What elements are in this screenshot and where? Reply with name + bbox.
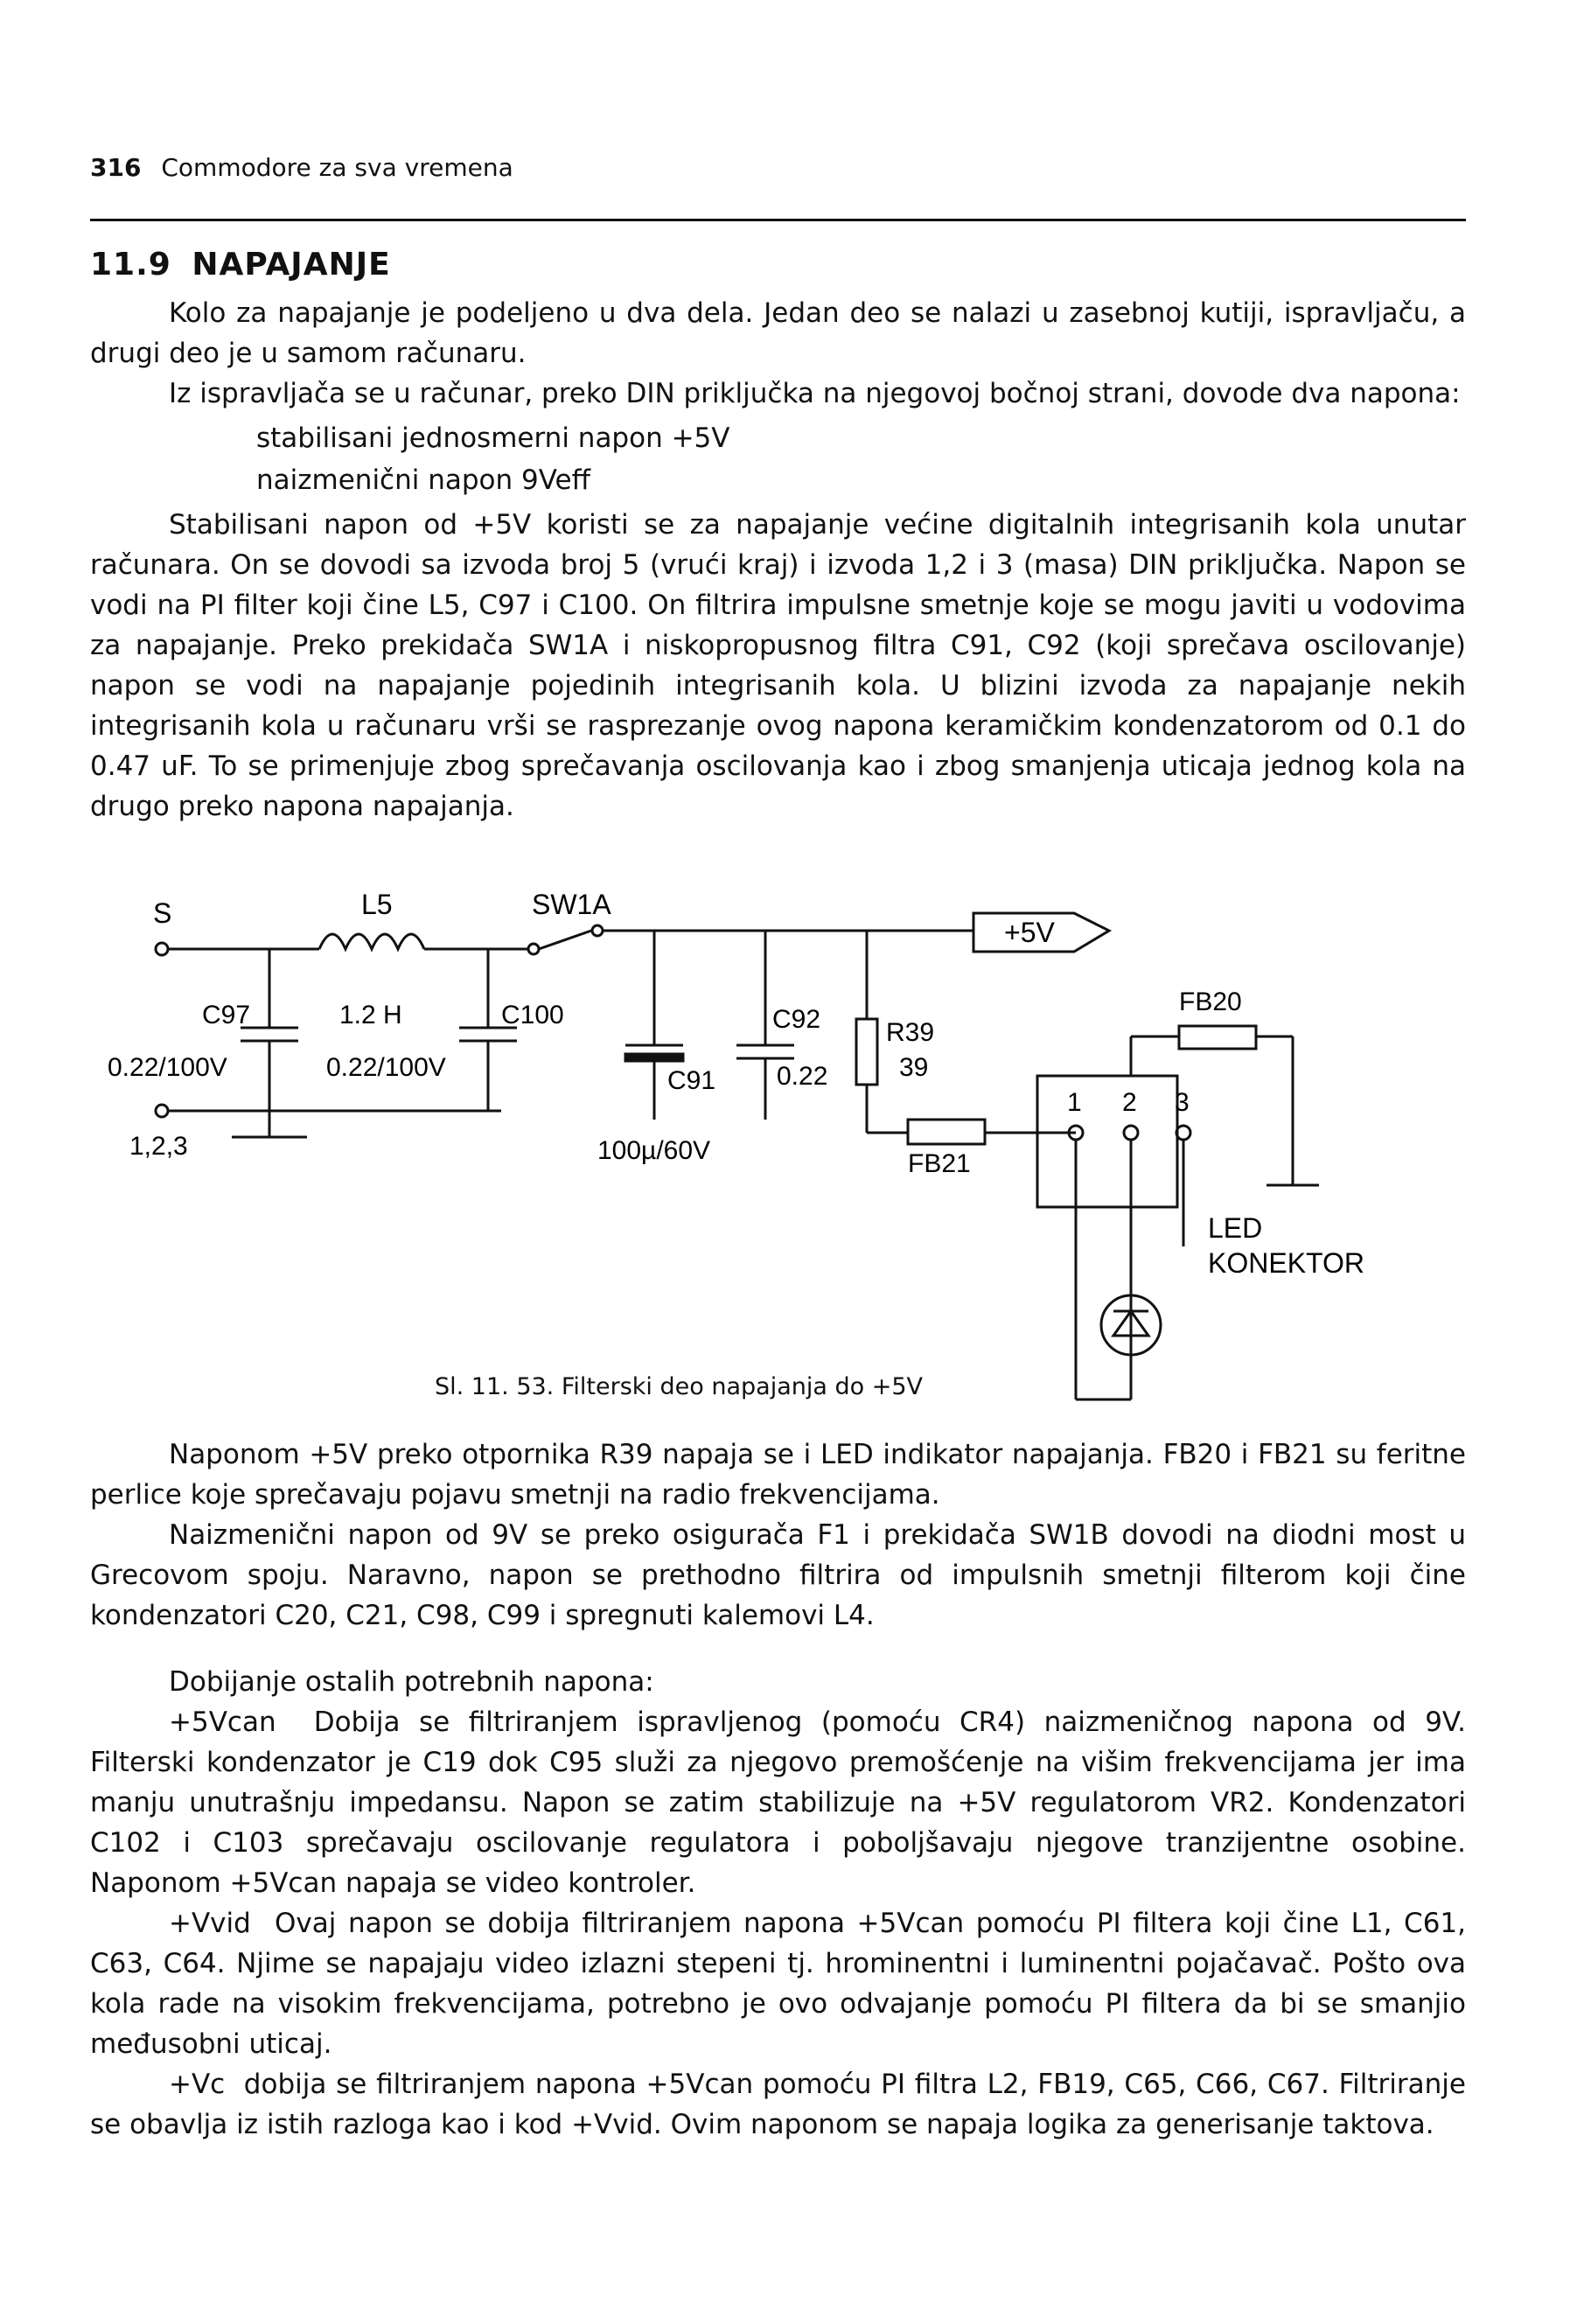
intro-text [90, 293, 1466, 827]
page-header [90, 153, 513, 182]
label-pin3: 3 [1175, 1088, 1190, 1117]
term-5vcan: +5Vcan [169, 1706, 276, 1738]
figure-caption: Sl. 11. 53. Filterski deo napajanja do +5V [435, 1373, 923, 1400]
label-fb21: FB21 [908, 1149, 971, 1178]
after-paragraph-2: Naizmenični napon od 9V se preko osigurača F1 i prekidača SW1B dovodi na diodni most u Grecovom spoju. Naravno, napon se prethodno filtrira od impulsnih smetnji filterom koji čine kondenzatori C20, C21, C98, C99 i spregnuti kalemovi L4. [90, 1519, 1466, 1631]
label-pin1: 1 [1067, 1088, 1082, 1117]
label-c92-val: 0.22 [777, 1062, 828, 1091]
intro-paragraph-1: Kolo za napajanje je podeljeno u dva dela. Jedan deo se nalazi u zasebnoj kutiji, ispravljaču, a drugi deo je u samom računaru. [90, 297, 1466, 369]
label-c97-val: 0.22/100V [108, 1053, 227, 1082]
label-c91: C91 [667, 1066, 716, 1095]
intro-paragraph-2: Iz ispravljača se u računar, preko DIN priključka na njegovoj bočnoj strani, dovode dva napona: [169, 378, 1461, 409]
input-terminal-gnd [156, 1105, 168, 1117]
book-title: Commodore za sva vremena [161, 153, 513, 182]
after-text [90, 1434, 1466, 2145]
label-r39-val: 39 [899, 1053, 929, 1082]
label-c97: C97 [202, 1001, 251, 1029]
after-paragraph-1: Naponom +5V preko otpornika R39 napaja se i LED indikator napajanja. FB20 i FB21 su feritne perlice koje sprečavaju pojavu smetnji na radio frekvencijama. [90, 1439, 1466, 1511]
intro-paragraph-3: Stabilisani napon od +5V koristi se za napajanje većine digitalnih integrisanih kola unutar računara. On se dovodi sa izvoda broj 5 (vrući kraj) i izvoda 1,2 i 3 (masa) DIN priključka. Napon se vodi na PI filter koji čine L5, C97 i C100. On filtrira impulsne smetnje koje se mogu javiti u vodovima za napajanje. Preko prekidača SW1A i niskopropusnog filtra C91, C92 (koji sprečava oscilovanje) napon se vodi na napajanje pojedinih integrisanih kola. U blizini izvoda za napajanje nekih integrisanih kola u računaru vrši se rasprezanje ovog napona keramičkim kondenzatorom od 0.1 do 0.47 uF. To se primenjuje zbog sprečavanja oscilovanja kao i zbog smanjenja uticaja jednog kola na drugo preko napona napajanja. [90, 509, 1466, 822]
section-number: 11.9 [90, 247, 171, 283]
section-title: NAPAJANJE [192, 247, 391, 283]
label-c100: C100 [501, 1001, 564, 1029]
label-l5: L5 [361, 889, 393, 920]
after-paragraph-6 [90, 2064, 1466, 2145]
header-rule [90, 219, 1466, 221]
text-5vcan: Dobija se filtriranjem ispravljenog (pomoću CR4) naizmeničnog napona od 9V. Filterski kondenzator je C19 dok C95 služi za njegovo premošćenje na višim frekvencijama jer ima manju unutrašnju impedansu. Napon se zatim stabilizuje na +5V regulatorom VR2. Kondenzatori C102 i C103 sprečavaju oscilovanje regulatora i poboljšavaju njegove tranzijentne osobine. Naponom +5Vcan napaja se video kontroler. [90, 1706, 1466, 1899]
label-plus5v: +5V [1004, 917, 1055, 948]
label-led: LED [1208, 1212, 1263, 1244]
label-c100-val: 0.22/100V [326, 1053, 446, 1082]
term-vc: +Vc [169, 2069, 226, 2100]
power-filter-schematic [90, 888, 1466, 1439]
term-vvid: +Vvid [169, 1908, 251, 1939]
label-c91-val: 100µ/60V [597, 1136, 711, 1165]
voltage-list-item-ac: naizmenični napon 9Veff [256, 464, 590, 496]
section-heading [90, 247, 391, 283]
sw1a-switch-icon [539, 931, 591, 949]
page-number: 316 [90, 153, 142, 182]
label-s: S [153, 897, 172, 929]
after-paragraph-3: Dobijanje ostalih potrebnih napona: [169, 1666, 654, 1698]
label-pin2: 2 [1122, 1088, 1137, 1117]
label-r39: R39 [886, 1018, 935, 1047]
voltage-list [90, 417, 1466, 501]
label-konektor: KONEKTOR [1208, 1247, 1364, 1279]
label-sw1a: SW1A [532, 889, 611, 920]
label-gnd-pins: 1,2,3 [129, 1132, 188, 1161]
voltage-list-item-dc: stabilisani jednosmerni napon +5V [256, 422, 730, 454]
sw1a-contact-icon [528, 944, 539, 954]
after-paragraph-4 [90, 1702, 1466, 1903]
after-paragraph-5 [90, 1903, 1466, 2064]
label-c92: C92 [772, 1005, 821, 1034]
text-vc: dobija se filtriranjem napona +5Vcan pomoću PI filtra L2, FB19, C65, C66, C67. Filtriranje se obavlja iz istih razloga kao i kod +Vvid. Ovim naponom se napaja logika za generisanje taktova. [90, 2069, 1466, 2140]
label-fb20: FB20 [1179, 988, 1242, 1016]
label-l5-val: 1.2 H [339, 1001, 402, 1029]
fb20-bead-icon [1179, 1026, 1256, 1049]
input-terminal-s [156, 943, 168, 955]
l5-coil-icon [319, 934, 424, 949]
text-vvid: Ovaj napon se dobija filtriranjem napona +5Vcan pomoću PI filtera koji čine L1, C61, C63, C64. Njime se napajaju video izlazni stepeni tj. hrominentni i luminentni pojačavač. Pošto ova kola rade na visokim frekvencijama, potrebno je ovo odvajanje pomoću PI filtera da bi se smanjio međusobni uticaj. [90, 1908, 1466, 2060]
